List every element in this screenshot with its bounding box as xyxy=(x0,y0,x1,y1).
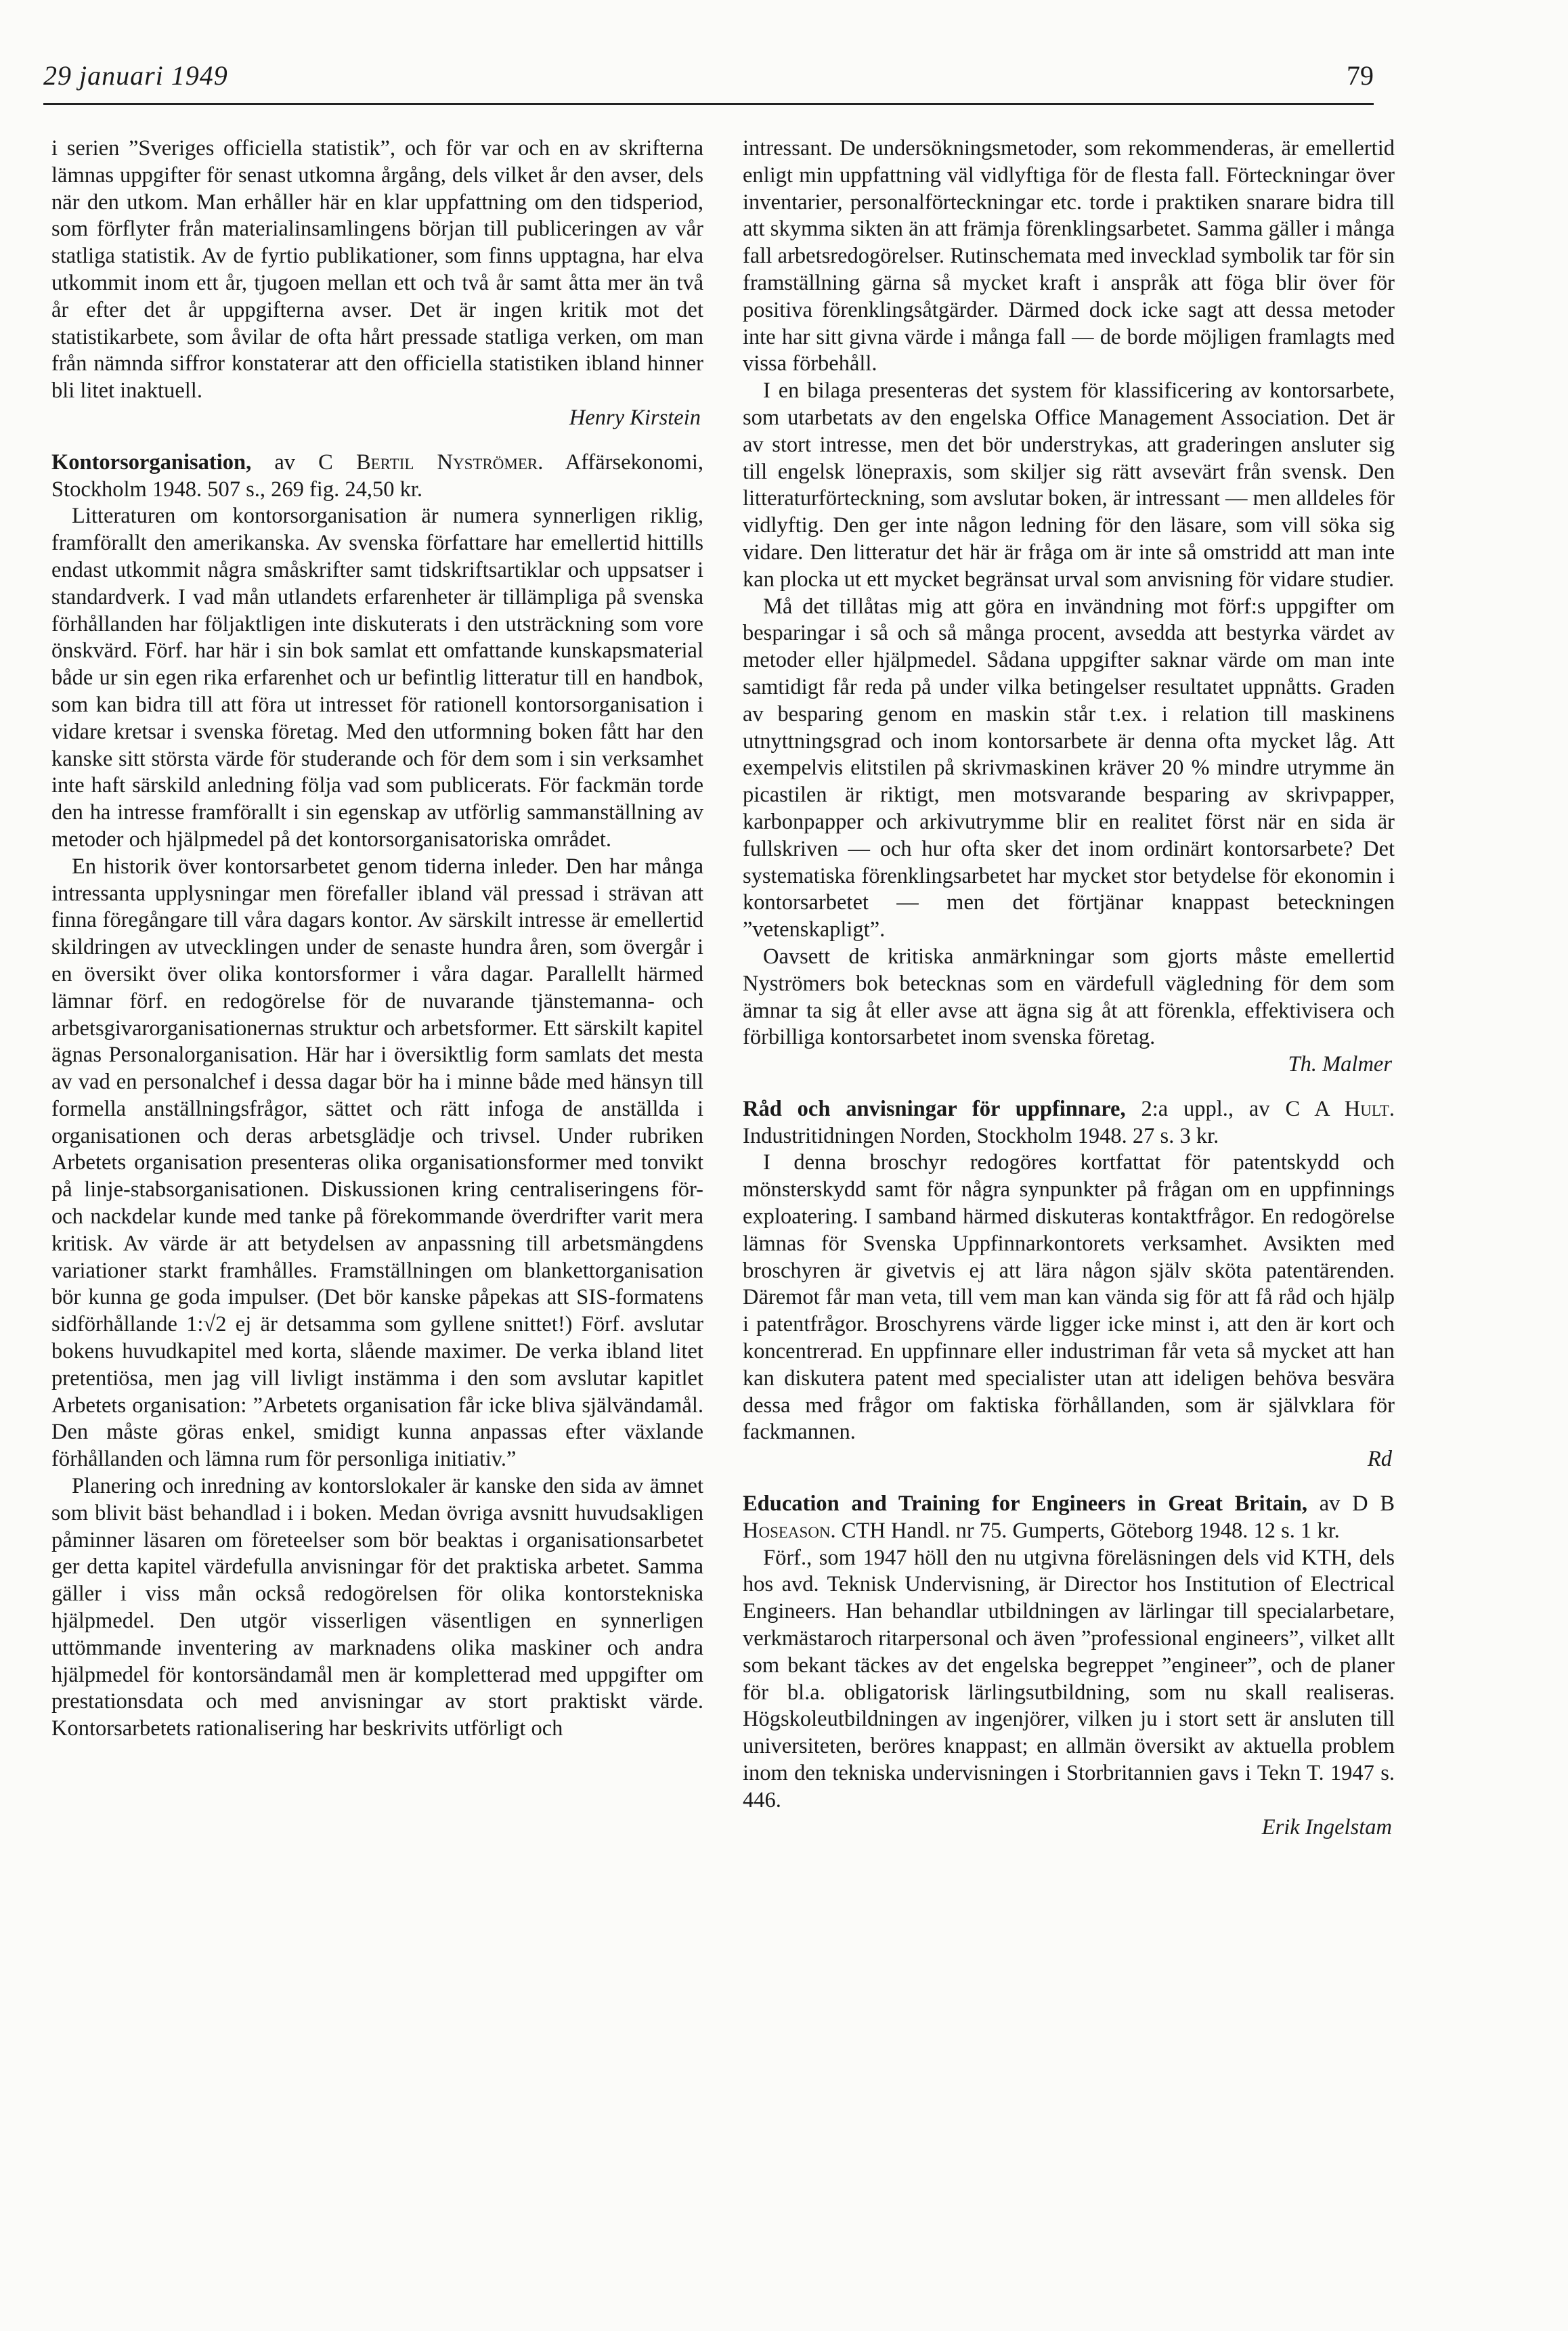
header-rule xyxy=(43,103,1374,105)
review-title: Kontorsorganisation, xyxy=(51,450,252,475)
review-meta: av D B xyxy=(1307,1491,1395,1517)
signature: Rd xyxy=(1367,1447,1392,1472)
review-heading xyxy=(743,1096,1395,1150)
running-header xyxy=(43,60,1374,106)
review-meta: . Industritidningen Norden, Stockholm 1948. 27 s. 3 kr. xyxy=(743,1096,1395,1148)
review-meta: . Affärsekonomi, Stockholm 1948. 507 s., 269 fig. 24,50 kr. xyxy=(51,450,703,502)
paragraph: i serien ”Sveriges officiella statistik”, och för var och en av skrifterna lämnas uppgifter för senast utkomna årgång, dels vilket år den avser, dels när den utkom. Man erhåller här en klar uppfattning om den tidsperiod, som förflyter från materialinsamlingens början till publiceringen av vår statliga statistik. Av de fyrtio publikationer, som finns upptagna, har elva utkommit inom ett år, tjugoen mellan ett och två år samt åtta mer än två år efter det år uppgifterna avser. Det är ingen kritik mot det statistikarbete, som åvilar de ofta hårt pressade statliga verken, om man från nämnda siffror konstaterar att den officiella statistiken ibland hinner bli litet inaktuell. xyxy=(51,136,703,404)
review-title: Education and Training for Engineers in Great Britain, xyxy=(743,1491,1308,1517)
review-meta: 2:a uppl., av C A xyxy=(1125,1096,1345,1121)
paragraph: Förf., som 1947 höll den nu utgivna föreläsningen dels vid KTH, dels hos avd. Teknisk Undervisning, är Director hos Institution of Electrical Engineers. Han behandlar utbildningen av lärlingar till specialarbetare, verkmästaroch ritarpersonal och även ”professional engineers”, vilket allt som bekant täckes av det engelska begreppet ”engineer”, och de planer för bl.a. obligatorisk lärlingsutbildning, som nu skall realiseras. Högskoleutbildningen av ingenjörer, vilken ju i stort sett är ansluten till universiteten, beröres knappast; en allmän översikt av aktuella problem inom den tekniska undervisningen i Storbritannien gavs i Tekn T. 1947 s. 446. xyxy=(743,1545,1395,1812)
signature: Th. Malmer xyxy=(1288,1052,1392,1077)
signature: Erik Ingelstam xyxy=(1261,1814,1392,1839)
review-author: Hoseason xyxy=(743,1518,831,1543)
page-number: 79 xyxy=(1347,60,1374,91)
review-meta: . CTH Handl. nr 75. Gumperts, Göteborg 1948. 12 s. 1 kr. xyxy=(830,1518,1340,1543)
signature: Henry Kirstein xyxy=(569,405,701,430)
review-author: Bertil Nyströmer xyxy=(355,450,538,475)
paragraph: Må det tillåtas mig att göra en invändning mot förf:s uppgifter om besparingar i så och så många procent, avsedda att bestyrka värdet av metoder eller hjälpmedel. Sådana uppgifter saknar värde om man inte samtidigt får reda på under vilka betingelser resultatet uppnåtts. Graden av besparing genom en maskin står t.ex. i relation till maskinens utnyttningsgrad och inom kontorsarbete är denna ofta mycket låg. Att exempelvis elitstilen på skrivmaskinen kräver 20 % mindre utrymme än picastilen är riktigt, men motsvarande besparing av skrivpapper, karbonpapper och arkivutrymme blir en realitet först när en sida är fullskriven — och hur ofta sker det inom ordinärt kontorsarbete? Det systematiska förenklingsarbetet har mycket stor betydelse för ekonomin i kontorsarbetet — men det förtjänar knappast beteckningen ”vetenskapligt”. xyxy=(743,594,1395,942)
paragraph: Oavsett de kritiska anmärkningar som gjorts måste emellertid Nyströmers bok betecknas som en värdefull vägledning för dem som ämnar ta sig åt eller avse att ägna sig åt att förenkla, effektivisera och förbilliga kontorsarbetet inom svenska företag. xyxy=(743,944,1395,1050)
paragraph: En historik över kontorsarbetet genom tiderna inleder. Den har många intressanta upplysningar men förefaller ibland väl pressad i strävan att finna föregångare till våra dagars kontor. Av särskilt intresse är emellertid skildringen av utvecklingen under de senaste hundra åren, som övergår i en översikt över olika kontorsformer i våra dagar. Parallellt härmed lämnar förf. en redogörelse för de nuvarande tjänstemanna- och arbetsgivarorganisationernas struktur och arbetsformer. Ett särskilt kapitel ägnas Personalorganisation. Här har i översiktlig form samlats det mesta av vad en personalchef i dessa dagar bör ha i minne både med hänsyn till formella anställningsfrågor, sättet och rätt infoga de anställda i organisationen och deras arbetsglädje och trivsel. Under rubriken Arbetets organisation presenteras olika organisationsformer med tonvikt på linje-stabsorganisationen. Diskussionen kring centraliseringens för- och nackdelar kunde med tanke på förekommande överdrifter varit mera kritisk. Av värde är att betydelsen av anpassning till arbetsmängdens variationer starkt framhålles. Framställningen om blankettorganisation bör kunna ge goda impulser. (Det bör kanske påpekas att SIS-formatens sidförhållande 1:√2 ej är detsamma som gyllene snittet!) Förf. avslutar bokens huvudkapitel med korta, slående maximer. De verka ibland litet pretentiösa, men jag vill livligt instämma i den som avslutar kapitlet Arbetets organisation: ”Arbetets organisation får icke bliva självändamål. Den måste göras enkel, smidigt kunna anpassas efter växlande förhållanden och lämna rum för personliga initiativ.” xyxy=(51,854,703,1472)
paragraph: I en bilaga presenteras det system för klassificering av kontorsarbete, som utarbetats av den engelska Office Management Association. Det är av stort intresse, men det bör understrykas, att graderingen ansluter sig till engelsk lönepraxis, som skiljer sig rätt avsevärt från svensk. Den litteraturförteckning, som avslutar boken, är intressant — men alldeles för vidlyftig. Den ger inte någon ledning för den läsare, som vill söka sig vidare. Den litteratur det här är fråga om är inte så omstridd att man inte kan plocka ut ett mycket begränsat urval som anvisning för vidare studier. xyxy=(743,378,1395,592)
review-meta: av C xyxy=(251,450,356,475)
paragraph: Litteraturen om kontorsorganisation är numera synnerligen riklig, framförallt den amerikanska. Av svenska författare har emellertid hittills endast utkommit några småskrifter samt tidskriftsartiklar och uppsatser i standardverk. I vad mån utlandets erfarenheter är tillämpliga på svenska förhållanden har följaktligen inte diskuterats i den utsträckning som vore önskvärd. Förf. har här i sin bok samlat ett omfattande kunskapsmaterial både ur sin egen rika erfarenhet och ur befintlig litteratur till en handbok, som kan bidra till att föra ut intresset för rationell kontorsorganisation i vidare kretsar i svenska företag. Med den utformning boken fått har den kanske sitt största värde för studerande och för dem som i sin verksamhet inte haft särskild anledning följa vad som publicerats. För fackmän torde den ha intresse framförallt i sin egenskap av utförlig sammanställning av metoder och hjälpmedel på det kontorsorganisatoriska området. xyxy=(51,504,703,852)
review-author: Hult xyxy=(1344,1096,1389,1121)
left-column xyxy=(51,135,703,1743)
review-heading xyxy=(743,1491,1395,1545)
paragraph: Planering och inredning av kontorslokaler är kanske den sida av ämnet som blivit bäst behandlad i i boken. Medan övriga avsnitt huvudsakligen påminner läsaren om företeelser som bör beaktas i organisationsarbetet ger detta kapitel värdefulla anvisningar för det praktiska arbetet. Samma gäller i viss mån också redogörelsen för olika kontorstekniska hjälpmedel. Den utgör visserligen väsentligen en synnerligen uttömmande inventering av marknadens olika maskiner och andra hjälpmedel för kontorsändamål men är kompletterad med uppgifter om prestationsdata och med anvisningar av stort praktiskt värde. Kontorsarbetets rationalisering har beskrivits utförligt och xyxy=(51,1474,703,1741)
review-heading xyxy=(51,450,703,504)
review-title: Råd och anvisningar för uppfinnare, xyxy=(743,1096,1126,1121)
issue-date: 29 januari 1949 xyxy=(43,60,228,91)
paragraph: intressant. De undersökningsmetoder, som rekommenderas, är emellertid enligt min uppfattning väl vidlyftiga för de flesta fall. Förteckningar över inventarier, personalförteckningar etc. torde i praktiken snarare bidra till att skymma sikten än att främja förenklingsarbetet. Samma gäller i många fall arbetsredogörelser. Rutinschemata med invecklad symbolik tar för sin framställning gärna så mycket kraft i anspråk att föga blir över för positiva förenklingsåtgärder. Därmed dock icke sagt att dessa metoder inte har sitt givna värde i många fall — de borde möjligen framlagts med vissa förbehåll. xyxy=(743,136,1395,376)
paragraph: I denna broschyr redogöres kortfattat för patentskydd och mönsterskydd samt för några synpunkter på frågan om en uppfinnings exploatering. I samband härmed diskuteras kontaktfrågor. En redogörelse lämnas för Svenska Uppfinnarkontorets verksamhet. Avsikten med broschyren är givetvis ej att lära någon själv sköta patentärenden. Däremot får man veta, till vem man kan vända sig för att få råd och hjälp i patentfrågor. Broschyrens värde ligger icke minst i, att den är kort och koncentrerad. En uppfinnare eller industriman får veta så mycket att han kan diskutera patent med specialister utan att ideligen behöva besvära dessa med frågor om faktiska förhållanden, som är självklara för fackmannen. xyxy=(743,1150,1395,1445)
right-column xyxy=(743,135,1395,1841)
